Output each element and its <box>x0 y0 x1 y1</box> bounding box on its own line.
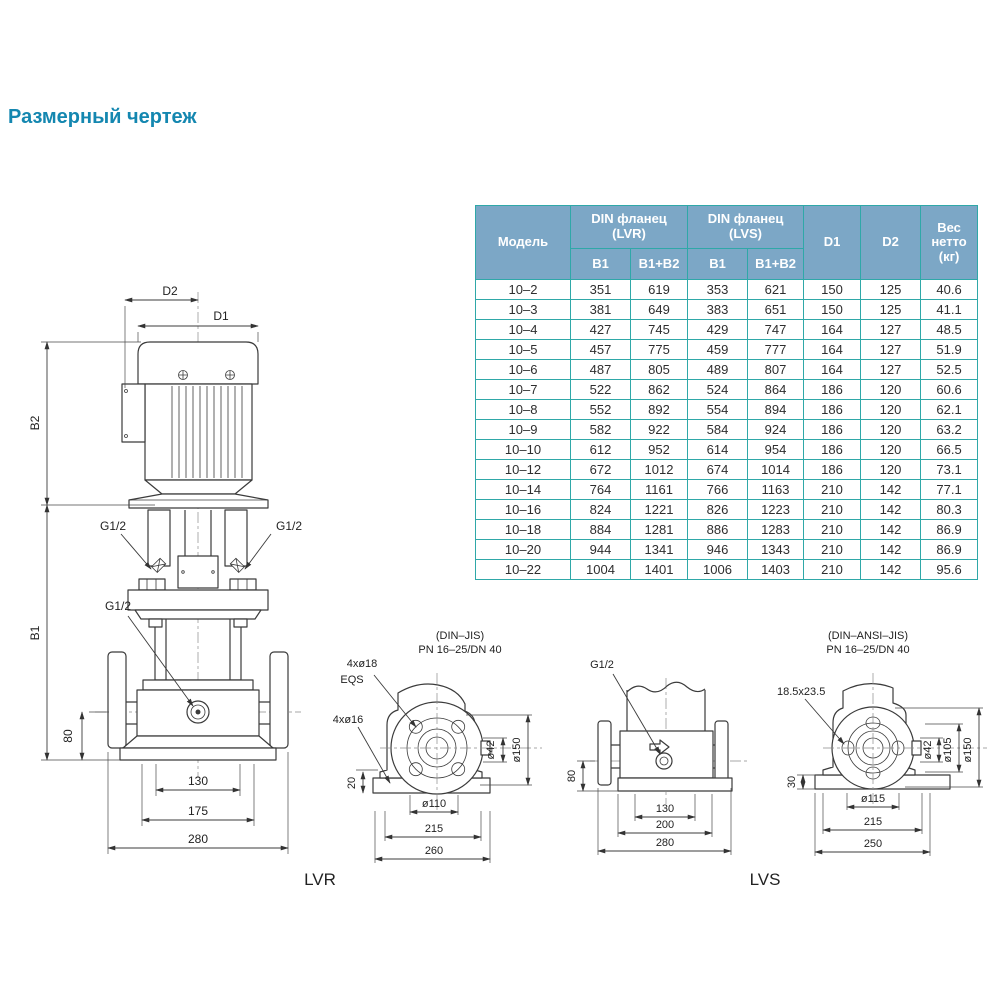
dim-label-130: 130 <box>187 774 209 788</box>
cell-model: 10–16 <box>476 500 571 520</box>
cell-weight: 86.9 <box>921 540 978 560</box>
drain-plug-outer <box>656 753 672 769</box>
dim-label-d2: D2 <box>162 284 178 298</box>
cell-d2: 142 <box>861 560 921 580</box>
cell-d2: 127 <box>861 360 921 380</box>
cell-d2: 142 <box>861 520 921 540</box>
header-lvr-b1: B1 <box>571 249 631 280</box>
cell-d1: 210 <box>804 480 861 500</box>
g12-leader-right <box>245 534 271 569</box>
cell-lvs-b1b2: 1403 <box>748 560 804 580</box>
lvs-front-view-drawing <box>565 618 790 868</box>
motor-skirt <box>129 494 268 508</box>
motor-body <box>145 384 252 480</box>
cell-lvs-b1: 383 <box>688 300 748 320</box>
cell-lvr-b1b2: 1401 <box>631 560 688 580</box>
cell-weight: 48.5 <box>921 320 978 340</box>
cell-weight: 51.9 <box>921 340 978 360</box>
base-flare <box>123 736 273 748</box>
view-title: (DIN–ANSI–JIS) <box>827 630 909 642</box>
header-d2: D2 <box>861 206 921 280</box>
cell-d1: 186 <box>804 440 861 460</box>
cell-weight: 40.6 <box>921 280 978 300</box>
cell-lvr-b1: 884 <box>571 520 631 540</box>
dim-label-30: 30 <box>786 775 798 789</box>
cell-d1: 210 <box>804 540 861 560</box>
cell-lvs-b1: 489 <box>688 360 748 380</box>
dim-label-g12-center: G1/2 <box>104 599 132 613</box>
cell-lvr-b1: 522 <box>571 380 631 400</box>
cell-model: 10–18 <box>476 520 571 540</box>
cell-d2: 120 <box>861 440 921 460</box>
dim-label-d115: ø115 <box>860 793 886 805</box>
cell-lvr-b1: 487 <box>571 360 631 380</box>
dim-label-g12-right: G1/2 <box>275 519 303 533</box>
cell-lvr-b1: 351 <box>571 280 631 300</box>
cell-model: 10–20 <box>476 540 571 560</box>
cell-lvr-b1: 1004 <box>571 560 631 580</box>
dimensions-table <box>475 205 978 580</box>
dim-label-260: 260 <box>424 845 444 857</box>
cell-model: 10–14 <box>476 480 571 500</box>
view-subtitle: PN 16–25/DN 40 <box>418 644 502 656</box>
dim-label-b2: B2 <box>28 415 42 431</box>
suction-flange <box>598 721 611 785</box>
cell-d2: 142 <box>861 480 921 500</box>
cell-lvr-b1b2: 775 <box>631 340 688 360</box>
table-body <box>476 280 978 580</box>
table-row <box>476 500 978 520</box>
header-din-lvs: DIN фланец (LVS) <box>688 206 804 249</box>
label-eqs: EQS <box>340 674 364 686</box>
suction-flange <box>108 652 126 748</box>
cell-lvs-b1: 674 <box>688 460 748 480</box>
cell-lvs-b1: 554 <box>688 400 748 420</box>
cell-lvs-b1b2: 1283 <box>748 520 804 540</box>
dim-label-g12-left: G1/2 <box>99 519 127 533</box>
nut-left <box>139 579 165 590</box>
cell-lvs-b1: 353 <box>688 280 748 300</box>
cell-d1: 164 <box>804 320 861 340</box>
cell-d2: 142 <box>861 540 921 560</box>
cell-d2: 127 <box>861 340 921 360</box>
dim-label-250: 250 <box>863 838 883 850</box>
table-row <box>476 280 978 300</box>
dim-label-130: 130 <box>655 803 675 815</box>
table-row <box>476 300 978 320</box>
cell-d1: 186 <box>804 460 861 480</box>
dim-label-d42: ø42 <box>485 740 497 760</box>
table-row <box>476 340 978 360</box>
cell-d2: 120 <box>861 380 921 400</box>
discharge-flange <box>270 652 288 748</box>
cell-lvs-b1b2: 777 <box>748 340 804 360</box>
motor-lower-taper <box>145 480 252 494</box>
table-row <box>476 520 978 540</box>
cell-weight: 73.1 <box>921 460 978 480</box>
cell-lvr-b1: 427 <box>571 320 631 340</box>
cell-lvs-b1b2: 864 <box>748 380 804 400</box>
cell-lvr-b1: 944 <box>571 540 631 560</box>
caption-lvr: LVR <box>304 870 336 889</box>
cell-weight: 63.2 <box>921 420 978 440</box>
lvr-side-view-drawing <box>330 615 575 875</box>
cell-lvs-b1: 459 <box>688 340 748 360</box>
label-slot: 18.5x23.5 <box>777 686 826 698</box>
cell-d2: 120 <box>861 420 921 440</box>
cell-weight: 77.1 <box>921 480 978 500</box>
dim-label-280: 280 <box>655 837 675 849</box>
cell-d1: 210 <box>804 560 861 580</box>
cell-d1: 210 <box>804 500 861 520</box>
cell-lvs-b1b2: 1223 <box>748 500 804 520</box>
cell-lvs-b1b2: 651 <box>748 300 804 320</box>
lantern-left <box>148 510 170 566</box>
cell-model: 10–6 <box>476 360 571 380</box>
dim-label-280: 280 <box>187 832 209 846</box>
dim-label-d150: ø150 <box>511 737 523 763</box>
dim-label-215: 215 <box>863 816 883 828</box>
cell-model: 10–5 <box>476 340 571 360</box>
dim-label-d42: ø42 <box>922 740 934 760</box>
cell-weight: 62.1 <box>921 400 978 420</box>
label-4xd18: 4xø18 <box>346 658 378 670</box>
cell-lvr-b1: 457 <box>571 340 631 360</box>
dim-label-20: 20 <box>346 776 358 790</box>
cell-d1: 150 <box>804 300 861 320</box>
cell-lvr-b1b2: 805 <box>631 360 688 380</box>
cell-lvs-b1: 886 <box>688 520 748 540</box>
cell-lvs-b1b2: 807 <box>748 360 804 380</box>
cell-lvr-b1b2: 1221 <box>631 500 688 520</box>
cell-lvs-b1: 614 <box>688 440 748 460</box>
header-lvr-b1b2: B1+B2 <box>631 249 688 280</box>
pump-base <box>120 748 276 760</box>
cell-weight: 86.9 <box>921 520 978 540</box>
dim-label-200: 200 <box>655 819 675 831</box>
body-shoulder <box>143 680 253 690</box>
label-g12: G1/2 <box>590 659 614 671</box>
caption-lvs: LVS <box>749 870 781 889</box>
table-row <box>476 540 978 560</box>
cell-lvr-b1b2: 1012 <box>631 460 688 480</box>
cell-lvs-b1b2: 1163 <box>748 480 804 500</box>
cell-d1: 164 <box>804 340 861 360</box>
header-model: Модель <box>476 206 571 280</box>
cell-lvr-b1b2: 745 <box>631 320 688 340</box>
discharge-flange <box>715 721 728 785</box>
pump-front-view-drawing <box>25 278 320 858</box>
cell-weight: 80.3 <box>921 500 978 520</box>
cell-lvr-b1b2: 649 <box>631 300 688 320</box>
table-row <box>476 360 978 380</box>
cell-model: 10–3 <box>476 300 571 320</box>
cell-model: 10–8 <box>476 400 571 420</box>
header-weight: Вес нетто (кг) <box>921 206 978 280</box>
cell-model: 10–9 <box>476 420 571 440</box>
header-lvs-b1b2: B1+B2 <box>748 249 804 280</box>
cell-lvr-b1: 582 <box>571 420 631 440</box>
cell-weight: 66.5 <box>921 440 978 460</box>
cell-lvs-b1: 584 <box>688 420 748 440</box>
cell-lvr-b1: 612 <box>571 440 631 460</box>
cell-d1: 186 <box>804 420 861 440</box>
dim-label-d1: D1 <box>213 309 229 323</box>
dim-label-215: 215 <box>424 823 444 835</box>
g12-leader-left <box>121 534 151 569</box>
cell-lvr-b1b2: 1161 <box>631 480 688 500</box>
cell-lvr-b1: 381 <box>571 300 631 320</box>
cell-model: 10–22 <box>476 560 571 580</box>
cell-lvr-b1: 764 <box>571 480 631 500</box>
header-din-lvr: DIN фланец (LVR) <box>571 206 688 249</box>
cell-d1: 186 <box>804 400 861 420</box>
cell-lvs-b1: 766 <box>688 480 748 500</box>
table-row <box>476 420 978 440</box>
cell-lvs-b1b2: 924 <box>748 420 804 440</box>
dim-label-b1: B1 <box>28 625 42 641</box>
view-title: (DIN–JIS) <box>435 630 485 642</box>
dim-label-175: 175 <box>187 804 209 818</box>
cell-weight: 95.6 <box>921 560 978 580</box>
cell-lvr-b1: 824 <box>571 500 631 520</box>
table-row <box>476 320 978 340</box>
cell-d2: 142 <box>861 500 921 520</box>
label-4xd16: 4xø16 <box>332 714 364 726</box>
cell-d2: 127 <box>861 320 921 340</box>
cell-model: 10–7 <box>476 380 571 400</box>
cell-d1: 164 <box>804 360 861 380</box>
pump-base <box>618 778 732 791</box>
dim-label-80: 80 <box>61 729 75 743</box>
cell-lvr-b1b2: 892 <box>631 400 688 420</box>
cell-lvr-b1: 672 <box>571 460 631 480</box>
lvs-side-view-drawing <box>775 615 1000 875</box>
cell-model: 10–12 <box>476 460 571 480</box>
cell-lvr-b1b2: 862 <box>631 380 688 400</box>
dim-label-d105: ø105 <box>942 737 954 763</box>
table-header <box>476 206 978 280</box>
cell-lvs-b1: 524 <box>688 380 748 400</box>
cell-lvs-b1: 429 <box>688 320 748 340</box>
drain-plug-center <box>196 710 201 715</box>
cell-lvs-b1b2: 894 <box>748 400 804 420</box>
cell-weight: 60.6 <box>921 380 978 400</box>
dim-label-80: 80 <box>566 769 578 783</box>
cell-model: 10–10 <box>476 440 571 460</box>
dim-label-d150: ø150 <box>962 737 974 763</box>
cell-weight: 52.5 <box>921 360 978 380</box>
view-subtitle: PN 16–25/DN 40 <box>826 644 910 656</box>
cell-lvr-b1b2: 619 <box>631 280 688 300</box>
cell-d2: 120 <box>861 460 921 480</box>
table-row <box>476 440 978 460</box>
cell-d1: 210 <box>804 520 861 540</box>
cell-model: 10–4 <box>476 320 571 340</box>
cell-lvs-b1b2: 1014 <box>748 460 804 480</box>
cell-d2: 125 <box>861 280 921 300</box>
table-row <box>476 460 978 480</box>
cell-lvr-b1b2: 1341 <box>631 540 688 560</box>
cell-lvs-b1b2: 1343 <box>748 540 804 560</box>
cell-lvs-b1b2: 954 <box>748 440 804 460</box>
cell-d1: 186 <box>804 380 861 400</box>
pump-head-flange <box>128 590 268 610</box>
tie-rod-nut <box>149 619 162 627</box>
table-row <box>476 480 978 500</box>
page-title: Размерный чертеж <box>8 106 197 128</box>
cell-lvr-b1b2: 1281 <box>631 520 688 540</box>
header-lvs-b1: B1 <box>688 249 748 280</box>
cell-lvs-b1b2: 621 <box>748 280 804 300</box>
cell-d1: 150 <box>804 280 861 300</box>
dim-label-d110: ø110 <box>421 798 447 810</box>
cell-lvs-b1: 826 <box>688 500 748 520</box>
cell-d2: 125 <box>861 300 921 320</box>
nut-right <box>230 579 256 590</box>
cell-lvs-b1: 1006 <box>688 560 748 580</box>
cell-weight: 41.1 <box>921 300 978 320</box>
tie-rod-nut <box>234 619 247 627</box>
pump-head-lip <box>135 610 261 619</box>
cell-lvr-b1: 552 <box>571 400 631 420</box>
motor-fan-cover <box>138 342 258 384</box>
table-row <box>476 380 978 400</box>
cell-lvs-b1b2: 747 <box>748 320 804 340</box>
cell-lvs-b1: 946 <box>688 540 748 560</box>
cell-lvr-b1b2: 952 <box>631 440 688 460</box>
lantern-right <box>225 510 247 566</box>
cell-d2: 120 <box>861 400 921 420</box>
cell-model: 10–2 <box>476 280 571 300</box>
header-d1: D1 <box>804 206 861 280</box>
cell-lvr-b1b2: 922 <box>631 420 688 440</box>
table-row <box>476 560 978 580</box>
table-row <box>476 400 978 420</box>
